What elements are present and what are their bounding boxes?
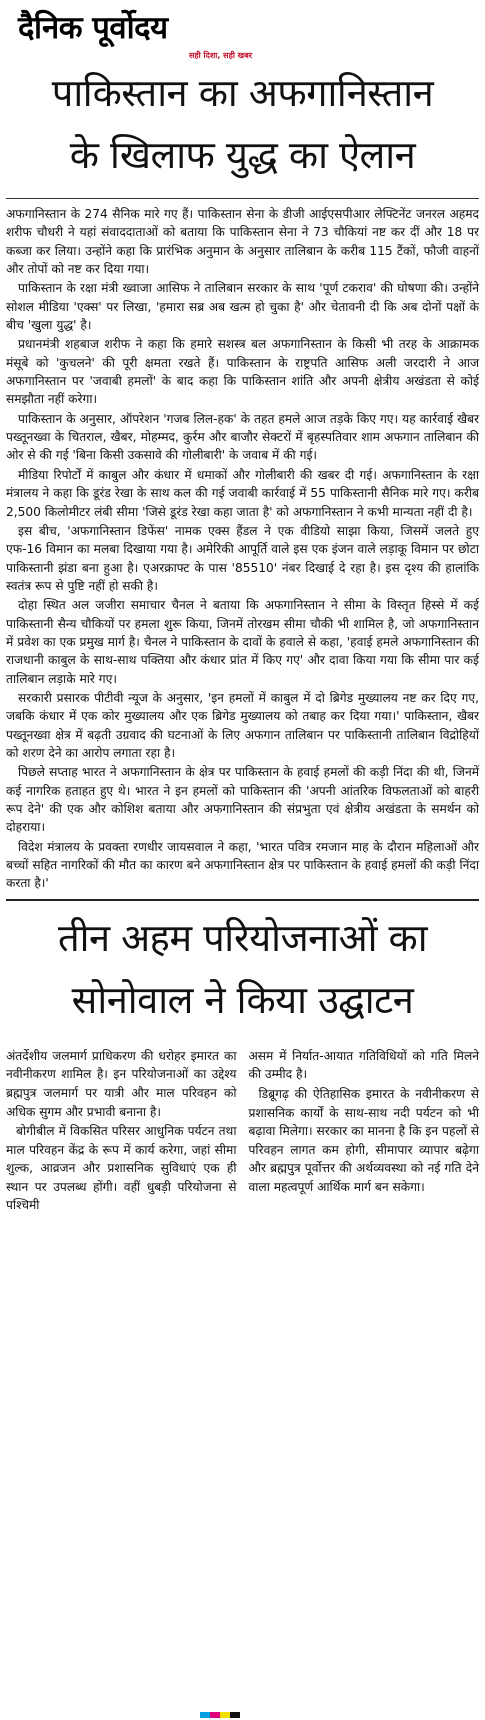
story2-paragraph: असम में निर्यात-आयात गतिविधियों को गति मिलने की उम्मीद है। [248, 1048, 479, 1082]
story1-paragraph: मीडिया रिपोर्टों में काबुल और कंधार में धमाकों और गोलीबारी की खबर दी गई। अफगानिस्तान के रक्षा मंत्रालय ने कहा कि डूरंड रेखा के साथ कल की गई जवाबी कार्रवाई में 55 पाकिस्तानी सैनिक मारे गए। करीब 2,500 किलोमीटर लंबी सीमा 'जिसे डूरंड रेखा कहा जाता है' को अफगानिस्तान ने कभी मान्यता नहीं दी है। [6, 467, 479, 519]
story2-column-left [6, 1047, 237, 1216]
story1-headline-line2: के खिलाफ युद्ध का ऐलान [69, 133, 416, 177]
story-pakistan-afghanistan [6, 62, 479, 893]
masthead [6, 0, 479, 62]
story1-body [6, 205, 479, 893]
newspaper-logo: दैनिक पूर्वोदय [18, 10, 168, 46]
story2-column-right [249, 1047, 480, 1216]
story1-headline-line1: पाकिस्तान का अफगानिस्तान [51, 71, 434, 115]
story1-paragraph: प्रधानमंत्री शहबाज शरीफ ने कहा कि हमारे सशस्त्र बल अफगानिस्तान के किसी भी तरह के आक्रामक मंसूबे को 'कुचलने' की पूरी क्षमता रखते हैं। पाकिस्तान के राष्ट्रपति आसिफ अली जरदारी ने आज अफगानिस्तान पर 'जवाबी हमलों' के बाद कहा कि पाकिस्तान शांति और अपनी क्षेत्रीय अखंडता से कोई समझौता नहीं करेगा। [6, 337, 479, 407]
story2-headline [6, 907, 479, 1047]
story-separator [6, 899, 479, 901]
story1-paragraph: दोहा स्थित अल जजीरा समाचार चैनल ने बताया कि अफगानिस्तान ने सीमा के विस्तृत हिस्से में कई पाकिस्तानी सैन्य चौकियों पर हमला शुरू किया, जिनमें तोरखम सीमा चौकी भी शामिल है, जो अफगानिस्तान में प्रवेश का एक प्रमुख मार्ग है। चैनल ने पाकिस्तान के दावों के हवाले से कहा, 'हवाई हमले अफगानिस्तान की राजधानी काबुल के साथ-साथ पक्तिया और कंधार प्रांत में किए गए' और दावा किया गया कि सीमा पार कई तालिबान लड़ाके मारे गए। [6, 598, 479, 686]
print-mark-black [230, 1712, 240, 1718]
story1-paragraph: पाकिस्तान के रक्षा मंत्री ख्वाजा आसिफ ने तालिबान सरकार के साथ 'पूर्ण टकराव' की घोषणा की। उन्होंने सोशल मीडिया 'एक्स' पर लिखा, 'हमारा सब्र अब खत्म हो चुका है' और चेतावनी दी कि अब दोनों पक्षों के बीच 'खुला युद्ध' है। [6, 281, 479, 333]
print-mark-cyan [200, 1712, 210, 1718]
story1-paragraph: पिछले सप्ताह भारत ने अफगानिस्तान के क्षेत्र पर पाकिस्तान के हवाई हमलों की कड़ी निंदा की थी, जिनमें कई नागरिक हताहत हुए थे। भारत ने इन हमलों को पाकिस्तान की 'अपनी आंतरिक विफलताओं को बाहरी रूप देने' की एक और कोशिश बताया और अफगानिस्तान की संप्रभुता एवं क्षेत्रीय अखंडता के समर्थन को दोहराया। [6, 765, 479, 835]
print-registration-marks [200, 1712, 240, 1718]
print-mark-magenta [210, 1712, 220, 1718]
headline-divider [6, 198, 479, 199]
story2-paragraph: बोगीबील में विकसित परिसर आधुनिक पर्यटन तथा माल परिवहन केंद्र के रूप में कार्य करेगा, जहां सीमा शुल्क, आव्रजन और प्रशासनिक सुविधाएं एक ही स्थान पर उपलब्ध होंगी। वहीं धुबड़ी परियोजना से पश्चिमी [6, 1124, 237, 1213]
story1-paragraph: विदेश मंत्रालय के प्रवक्ता रणधीर जायसवाल ने कहा, 'भारत पवित्र रमजान माह के दौरान महिलाओं और बच्चों सहित नागरिकों की मौत का कारण बने अफगानिस्तान क्षेत्र पर पाकिस्तान के हवाई हमलों की कड़ी निंदा करता है।' [6, 839, 479, 891]
story2-headline-line2: सोनोवाल ने किया उद्घाटन [71, 977, 414, 1022]
story1-paragraph: पाकिस्तान के अनुसार, ऑपरेशन 'गजब लिल-हक' के तहत हमले आज तड़के किए गए। यह कार्रवाई खैबर पख्तूनख्वा के चितराल, खैबर, मोहम्मद, कुर्रम और बाजौर सेक्टरों में बृहस्पतिवार शाम अफगान तालिबान की ओर से की गई 'बिना किसी उकसावे की गोलीबारी' के जवाब में की गई। [6, 411, 479, 463]
story1-paragraph: सरकारी प्रसारक पीटीवी न्यूज के अनुसार, 'इन हमलों में काबुल में दो ब्रिगेड मुख्यालय नष्ट कर दिए गए, जबकि कंधार में एक कोर मुख्यालय और एक ब्रिगेड मुख्यालय को तबाह कर दिया गया।' पाकिस्तान, खैबर पख्तूनख्वा क्षेत्र में बढ़ती उग्रवाद की घटनाओं के लिए अफगान तालिबान पर पाकिस्तानी तालिबान विद्रोहियों को शरण देने का आरोप लगाता रहा है। [6, 690, 479, 760]
story2-paragraph: डिब्रूगढ़ की ऐतिहासिक इमारत के नवीनीकरण से प्रशासनिक कार्यों के साथ-साथ नदी पर्यटन को भी बढ़ावा मिलेगा। सरकार का मानना है कि इन पहलों से परिवहन लागत कम होगी, सीमापार व्यापार बढ़ेगा और ब्रह्मपुत्र पूर्वोत्तर की अर्थव्यवस्था को नई गति देने वाला महत्वपूर्ण आर्थिक मार्ग बन सकेगा। [248, 1086, 479, 1194]
story-sonowal-projects [6, 907, 479, 1216]
story1-headline [6, 62, 479, 194]
story2-columns [6, 1047, 479, 1216]
story2-paragraph: अंतर्देशीय जलमार्ग प्राधिकरण की धरोहर इमारत का नवीनीकरण शामिल है। इन परियोजनाओं का उद्देश्य ब्रह्मपुत्र जलमार्ग पर यात्री और माल परिवहन को अधिक सुगम और प्रभावी बनाना है। [6, 1048, 237, 1119]
story1-paragraph: अफगानिस्तान के 274 सैनिक मारे गए हैं। पाकिस्तान सेना के डीजी आईएसपीआर लेफ्टिनेंट जनरल अहमद शरीफ चौधरी ने यहां संवाददाताओं को बताया कि पाकिस्तान सेना ने 73 चौकियां नष्ट कर दीं और 18 पर कब्जा कर लिया। उन्होंने कहा कि प्रारंभिक अनुमान के अनुसार तालिबान के करीब 115 टैंकों, फौजी वाहनों और तोपों को नष्ट कर दिया गया। [6, 207, 479, 277]
story2-headline-line1: तीन अहम परियोजनाओं का [57, 915, 428, 960]
print-mark-yellow [220, 1712, 230, 1718]
story1-paragraph: इस बीच, 'अफगानिस्तान डिफेंस' नामक एक्स हैंडल ने एक वीडियो साझा किया, जिसमें जलते हुए एफ-16 विमान का मलबा दिखाया गया है। अमेरिकी आपूर्ति वाले इस एक इंजन वाले लड़ाकू विमान पर छोटा पाकिस्तानी झंडा बना हुआ है। एअरक्राफ्ट के पास '85510' नंबर दिखाई दे रहा है। इस दृश्य की हालांकि स्वतंत्र रूप से पुष्टि नहीं हो सकी है। [6, 523, 479, 593]
newspaper-tagline: सही दिशा, सही खबर [189, 51, 253, 60]
